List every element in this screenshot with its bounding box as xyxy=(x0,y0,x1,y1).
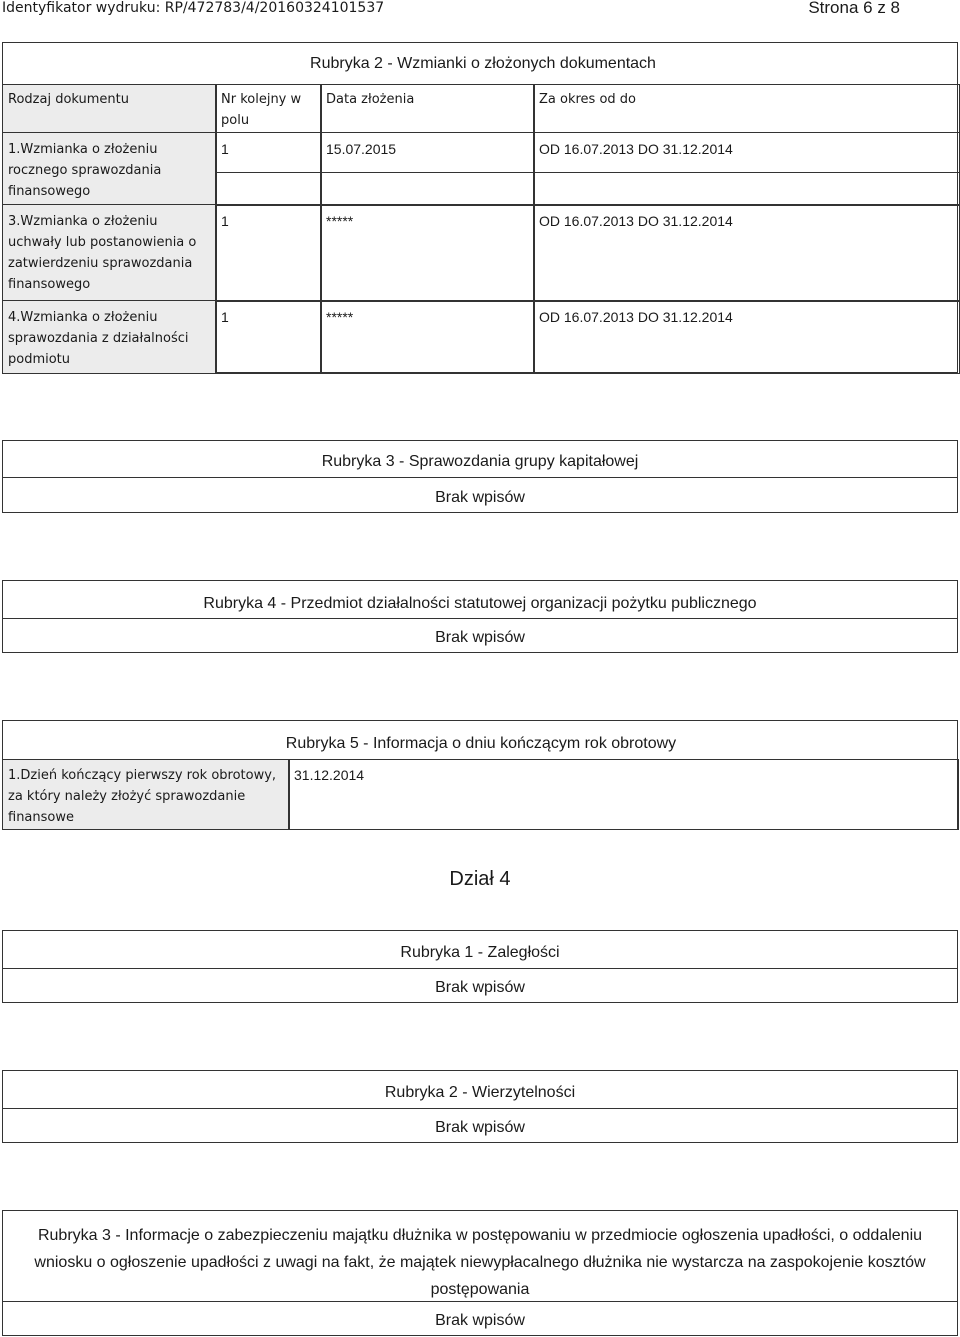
table-row-3-period: OD 16.07.2013 DO 31.12.2014 xyxy=(539,309,733,325)
table-row-2-type: 3.Wzmianka o złożeniu uchwały lub postanowienia o zatwierdzeniu sprawozdania finansowego xyxy=(8,214,197,292)
dzial4-r1-body xyxy=(2,968,958,1003)
rubryka5-value-cell xyxy=(288,759,959,830)
rubryka5-value: 31.12.2014 xyxy=(294,767,365,783)
rubryka3-header xyxy=(2,440,958,478)
rubryka4-empty: Brak wpisów xyxy=(435,629,525,646)
table-row-1-date-cell xyxy=(320,132,535,206)
rubryka5-section xyxy=(2,720,958,830)
table-row-1-period-cell xyxy=(533,132,960,206)
table-row-1-nr-cell xyxy=(215,132,322,206)
rubryka3-body xyxy=(2,477,958,513)
table-row-2-period: OD 16.07.2013 DO 31.12.2014 xyxy=(539,213,733,229)
table-row-2-nr-cell xyxy=(215,204,322,302)
dzial4-r3-body xyxy=(2,1301,958,1336)
table-row-3-type-cell xyxy=(2,300,217,374)
rubryka3-empty: Brak wpisów xyxy=(435,489,525,506)
table-row-3-nr-cell xyxy=(215,300,322,374)
table-row-3-date-cell xyxy=(320,300,535,374)
table-row-1-period: OD 16.07.2013 DO 31.12.2014 xyxy=(539,141,733,157)
section-title-dzial4: Dział 4 xyxy=(449,868,511,890)
table-row-3-nr: 1 xyxy=(221,309,229,325)
page-number: Strona 6 z 8 xyxy=(808,0,900,17)
table-row-1-type-cell xyxy=(2,132,217,206)
dzial4-r3-title: Rubryka 3 - Informacje o zabezpieczeniu majątku dłużnika w postępowaniu w przedmiocie ogłoszenia upadłości, o oddaleniu wniosku o ogłoszenie upadłości z uwagi na fakt, że majątek niewypłacalnego dłużnika nie wystarcza na zaspokojenie kosztów postępowania xyxy=(34,1227,926,1298)
dzial4-r1-empty: Brak wpisów xyxy=(435,979,525,996)
table-row-1-date: 15.07.2015 xyxy=(326,141,397,157)
table-row-2-date: ***** xyxy=(326,213,354,229)
rubryka4-header xyxy=(2,580,958,619)
rubryka3-title: Rubryka 3 - Sprawozdania grupy kapitałowej xyxy=(321,453,639,470)
rubryka4-body xyxy=(2,618,958,653)
dzial4-r2-empty: Brak wpisów xyxy=(435,1119,525,1136)
dzial4-r1-title: Rubryka 1 - Zaległości xyxy=(400,944,560,961)
col-header-okres-label: Za okres od do xyxy=(539,92,636,107)
col-header-data-label: Data złożenia xyxy=(326,92,415,107)
table-row-2-nr: 1 xyxy=(221,213,229,229)
dzial4-r3-empty: Brak wpisów xyxy=(435,1312,525,1329)
rubryka2-title: Rubryka 2 - Wzmianki o złożonych dokumentach xyxy=(310,55,656,72)
table-row-3-period-cell xyxy=(533,300,960,374)
dzial4-r2-header xyxy=(2,1070,958,1109)
dzial4-r3-header xyxy=(2,1210,958,1302)
table-row-2-date-cell xyxy=(320,204,535,302)
table-row-3-date: ***** xyxy=(326,309,354,325)
table-row-1-type: 1.Wzmianka o złożeniu rocznego sprawozdania finansowego xyxy=(8,142,162,199)
col-header-rodzaj-label: Rodzaj dokumentu xyxy=(8,92,129,107)
rubryka5-label-cell xyxy=(2,759,290,830)
dzial4-r1-header xyxy=(2,930,958,969)
rubryka5-label: 1.Dzień kończący pierwszy rok obrotowy, za który należy złożyć sprawozdanie finansowe xyxy=(8,768,277,825)
dzial4-r2-body xyxy=(2,1108,958,1143)
rubryka4-title: Rubryka 4 - Przedmiot działalności statutowej organizacji pożytku publicznego xyxy=(203,595,757,612)
table-row-3-type: 4.Wzmianka o złożeniu sprawozdania z działalności podmiotu xyxy=(8,310,189,367)
rubryka2-section xyxy=(2,42,958,373)
table-row-1-nr: 1 xyxy=(221,141,229,157)
rubryka5-title: Rubryka 5 - Informacja o dniu kończącym rok obrotowy xyxy=(285,735,677,752)
table-row-2-period-cell xyxy=(533,204,960,302)
print-identifier: Identyfikator wydruku: RP/472783/4/20160324101537 xyxy=(2,0,385,16)
dzial4-r2-title: Rubryka 2 - Wierzytelności xyxy=(384,1084,576,1101)
table-row-2-type-cell xyxy=(2,204,217,302)
col-header-nr-label: Nr kolejny w polu xyxy=(221,92,302,128)
